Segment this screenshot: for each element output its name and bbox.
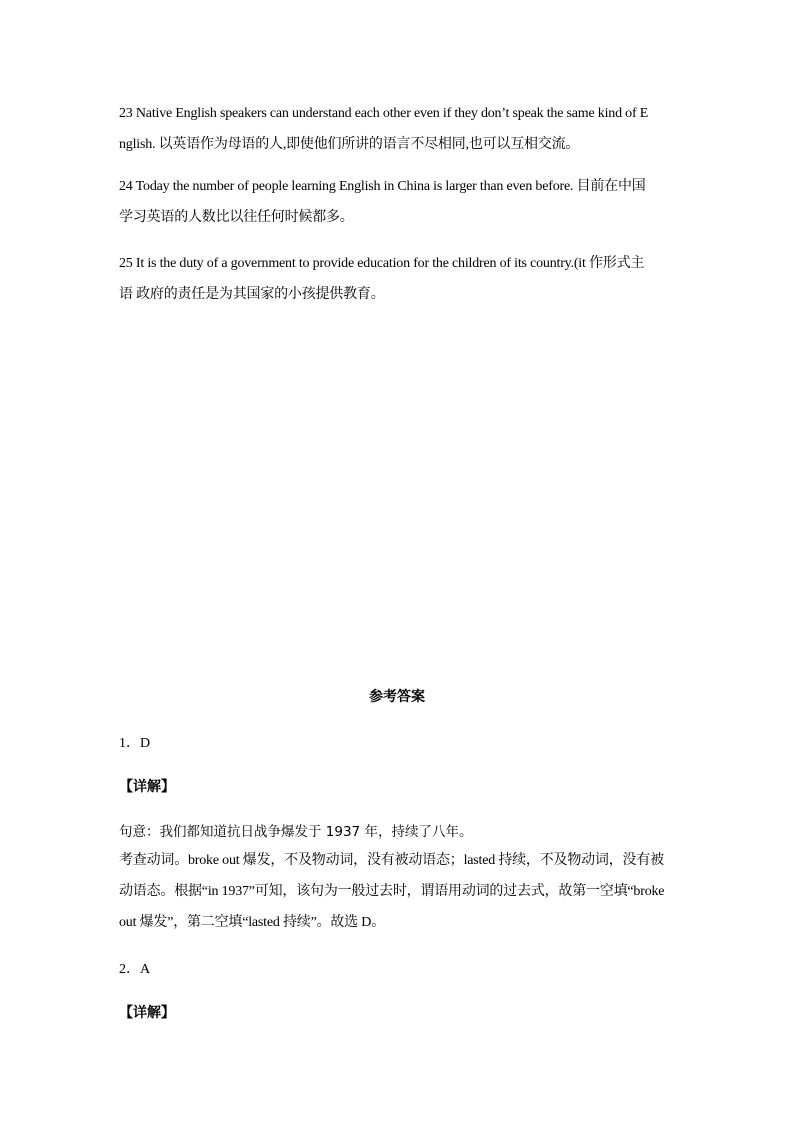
answer-1-meaning: 句意：我们都知道抗日战争爆发于 1937 年，持续了八年。 [119, 824, 473, 840]
exercise-23-line-2: nglish. 以英语作为母语的人,即使他们所讲的语言不尽相同,也可以互相交流。 [119, 137, 580, 152]
answers-heading: 参考答案 [369, 689, 425, 705]
answer-2-detail-label: 【详解】 [119, 1005, 175, 1021]
exercise-24-line-1: 24 Today the number of people learning English in China is larger than even before. 目前在中国 [119, 179, 646, 194]
answer-1-detail-label: 【详解】 [119, 779, 175, 795]
exercise-23 [119, 98, 675, 160]
exercise-24-line-2: 学习英语的人数比以往任何时候都多。 [119, 210, 354, 225]
exercise-25 [119, 248, 675, 310]
answer-1-analysis-line-2: 动语态。根据“in 1937”可知，该句为一般过去时，谓语用动词的过去式，故第一空填“broke [119, 884, 665, 899]
answer-1-analysis [119, 845, 675, 938]
exercise-25-line-2: 语 政府的责任是为其国家的小孩提供教育。 [119, 287, 385, 302]
exercise-23-line-1: 23 Native English speakers can understand each other even if they don’t speak the same kind of E [119, 106, 649, 121]
answer-2-number: 2．A [119, 962, 151, 977]
exercise-25-line-1: 25 It is the duty of a government to provide education for the children of its country.(it 作形式主 [119, 256, 645, 271]
answer-1-analysis-line-1: 考查动词。broke out 爆发，不及物动词，没有被动语态；lasted 持续，不及物动词，没有被 [119, 853, 664, 868]
answer-1-number: 1．D [119, 736, 151, 751]
exercise-24 [119, 171, 675, 233]
answer-1-analysis-line-3: out 爆发”，第二空填“lasted 持续”。故选 D。 [119, 915, 385, 930]
